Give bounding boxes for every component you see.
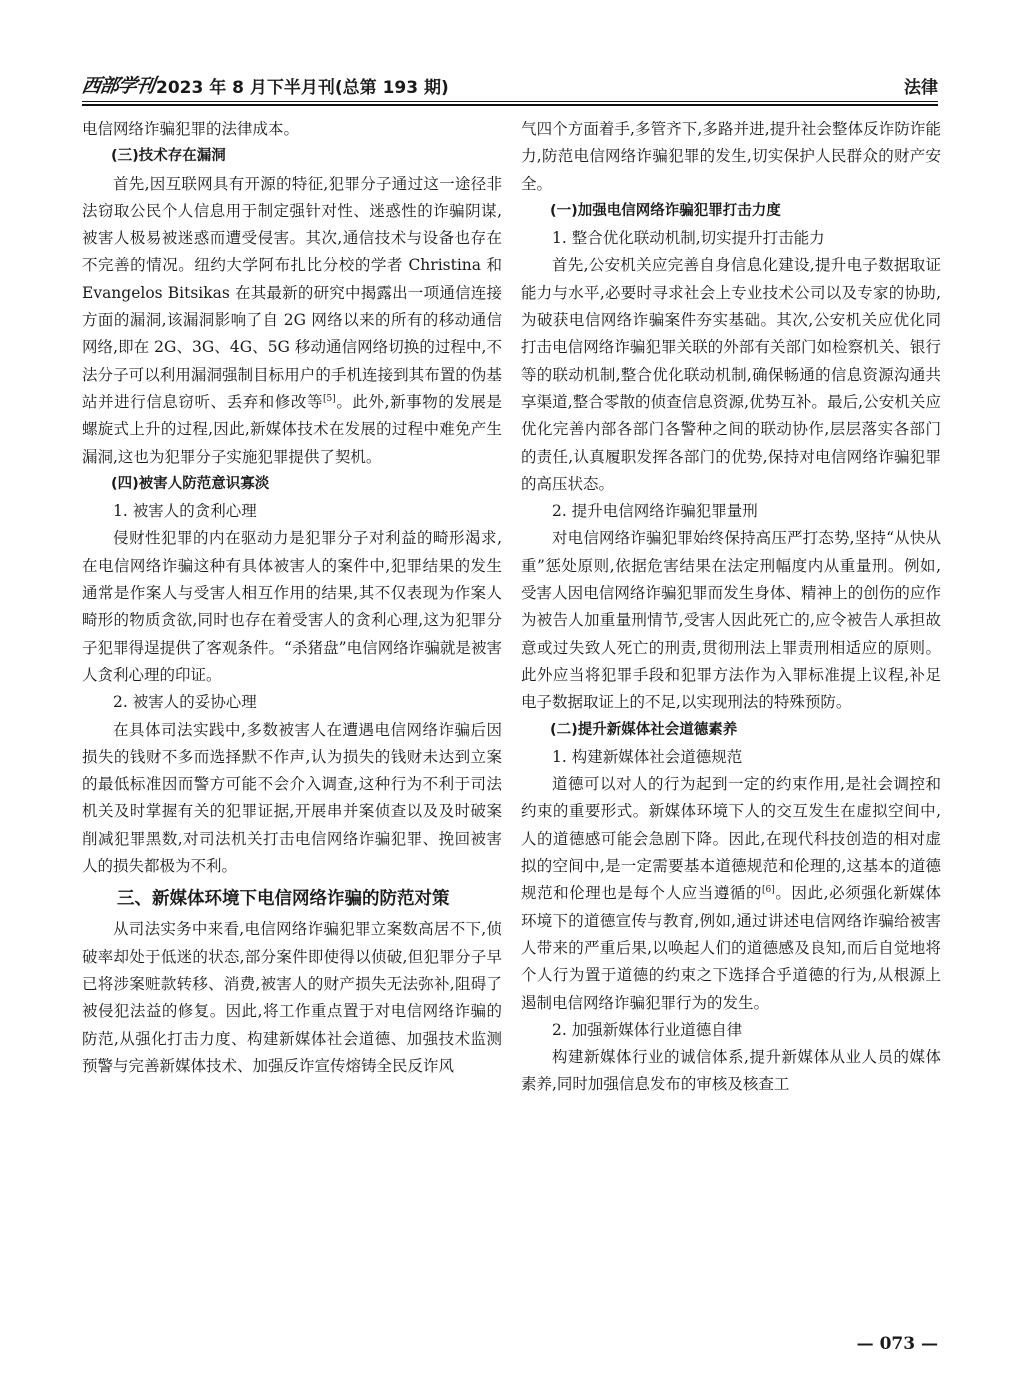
subsection-heading (82, 471, 502, 498)
body-paragraph (82, 171, 502, 471)
subsection-heading (521, 198, 941, 225)
paragraph-text: 。因此,必须强化新媒体环境下的道德宣传与教育,例如,通过讲述电信网络诈骗给被害人带来的严重后果,以唤起人们的道德感及良知,而后自觉地将个人行为置于道德的约束之下选择合乎道德的行为,从根源上遏制电信网络诈骗犯罪行为的发生。 (521, 884, 941, 1012)
citation-marker: [5] (323, 393, 336, 404)
journal-logo: 西部学刊 (80, 75, 156, 97)
page-number: — 073 — (856, 1334, 938, 1354)
paragraph-text: 1. 构建新媒体社会道德规范 (552, 747, 743, 766)
paragraph-text: 2. 加强新媒体行业道德自律 (552, 1020, 743, 1039)
citation-marker: [6] (762, 885, 775, 896)
paragraph-text: 气四个方面着手,多管齐下,多路并进,提升社会整体反诈防诈能力,防范电信网络诈骗犯罪的发生,切实保护人民群众的财产安全。 (521, 120, 941, 193)
paragraph-text: 1. 整合优化联动机制,切实提升打击能力 (552, 229, 825, 248)
numbered-heading (521, 498, 941, 525)
paragraph-text: 道德可以对人的行为起到一定的约束作用,是社会调控和约束的重要形式。新媒体环境下人的交互发生在虚拟空间中,人的道德感可能会急剧下降。因此,在现代科技创造的相对虚拟的空间中,是一定需要基本道德规范和伦理的,这基本的道德规范和伦理也是每个人应当遵循的 (521, 775, 941, 903)
header-left (82, 71, 449, 98)
body-paragraph (521, 116, 941, 198)
paragraph-text: 侵财性犯罪的内在驱动力是犯罪分子对利益的畸形渴求,在电信网络诈骗这种有具体被害人的案件中,犯罪结果的发生通常是作案人与受害人相互作用的结果,其不仅表现为作案人畸形的物质贪欲,同时也存在着受害人的贪利心理,这为犯罪分子犯罪得逞提供了客观条件。“杀猪盘”电信网络诈骗就是被害人贪利心理的印证。 (82, 529, 502, 684)
body-paragraph (82, 525, 502, 689)
body-paragraph (521, 252, 941, 498)
issue-info: 2023 年 8 月下半月刊(总第 193 期) (156, 78, 449, 98)
subsection-heading (82, 143, 502, 170)
subsection-heading (521, 717, 941, 744)
numbered-heading (521, 225, 941, 252)
paragraph-text: (一)加强电信网络诈骗犯罪打击力度 (550, 202, 781, 219)
numbered-heading (521, 744, 941, 771)
paragraph-text: 。此外,新事物的发展是螺旋式上升的过程,因此,新媒体技术在发展的过程中难免产生漏洞,这也为犯罪分子实施犯罪提供了契机。 (82, 392, 502, 466)
paragraph-text: 首先,公安机关应完善自身信息化建设,提升电子数据取证能力与水平,必要时寻求社会上专业技术公司以及专家的协助,为破获电信网络诈骗案件夯实基础。其次,公安机关应优化同打击电信网络诈骗犯罪关联的外部有关部门如检察机关、银行等的联动机制,整合优化联动机制,确保畅通的信息资源沟通共享渠道,整合零散的侦查信息资源,优势互补。最后,公安机关应优化完善内部各部门各警种之间的联动协作,层层落实各部门的责任,认真履职发挥各部门的优势,保持对电信网络诈骗犯罪的高压状态。 (521, 256, 941, 493)
section-heading (82, 884, 502, 914)
right-column (521, 116, 941, 1099)
paragraph-text: 首先,因互联网具有开源的特征,犯罪分子通过这一途径非法窃取公民个人信息用于制定强针对性、迷惑性的诈骗阴谋,被害人极易被迷惑而遭受侵害。其次,通信技术与设备也存在不完善的情况。纽约大学阿布扎比分校的学者 Christina 和 Evangelos Bitsikas 在其最新的研究中揭露出一项通信连接方面的漏洞,该漏洞影响了自 2G 网络以来的所有的移动通信网络,即在 2G、3G、4G、5G 移动通信网络切换的过程中,不法分子可以利用漏洞强制目标用户的手机连接到其布置的伪基站并进行信息窃听、丢弃和修改等 (82, 174, 502, 411)
section-label: 法律 (904, 78, 938, 98)
paragraph-text: (三)技术存在漏洞 (111, 148, 226, 165)
paragraph-text: 三、新媒体环境下电信网络诈骗的防范对策 (117, 889, 450, 910)
numbered-heading (82, 498, 502, 525)
header-rule-thin (82, 101, 938, 102)
paragraph-text: 2. 提升电信网络诈骗犯罪量刑 (552, 502, 758, 521)
header-rule-thick (82, 104, 938, 106)
paragraph-text: 构建新媒体行业的诚信体系,提升新媒体从业人员的媒体素养,同时加强信息发布的审核及核查工 (521, 1048, 941, 1094)
paragraph-text: 在具体司法实践中,多数被害人在遭遇电信网络诈骗后因损失的钱财不多而选择默不作声,认为损失的钱财未达到立案的最低标准因而警方可能不会介入调查,这种行为不利于司法机关及时掌握有关的犯罪证据,开展串并案侦查以及及时破案削减犯罪黑数,对司法机关打击电信网络诈骗犯罪、挽回被害人的损失都极为不利。 (82, 720, 502, 876)
body-paragraph (82, 717, 502, 881)
body-paragraph (521, 771, 941, 1017)
paragraph-text: 对电信网络诈骗犯罪始终保持高压严打态势,坚持“从快从重”惩处原则,依据危害结果在法定刑幅度内从重量刑。例如,受害人因电信网络诈骗犯罪而发生身体、精神上的创伤的应作为被告人加重量刑情节,受害人因此死亡的,应令被告人承担故意或过失致人死亡的刑责,贯彻刑法上罪责刑相适应的原则。此外应当将犯罪手段和犯罪方法作为入罪标准提上议程,补足电子数据取证上的不足,以实现刑法的特殊预防。 (521, 529, 941, 712)
body-paragraph (82, 916, 502, 1080)
paragraph-text: 电信网络诈骗犯罪的法律成本。 (82, 120, 300, 138)
paragraph-text: 2. 被害人的妥协心理 (113, 693, 257, 712)
left-column (82, 116, 502, 1080)
body-paragraph (82, 116, 502, 143)
paragraph-text: (四)被害人防范意识寡淡 (111, 475, 270, 492)
paragraph-text: 从司法实务中来看,电信网络诈骗犯罪立案数高居不下,侦破率却处于低迷的状态,部分案件即使得以侦破,但犯罪分子早已将涉案赃款转移、消费,被害人的财产损失无法弥补,阻碍了被侵犯法益的修复。因此,将工作重点置于对电信网络诈骗的防范,从强化打击力度、构建新媒体社会道德、加强技术监测预警与完善新媒体技术、加强反诈宣传熔铸全民反诈风 (82, 920, 502, 1075)
body-paragraph (521, 525, 941, 716)
numbered-heading (521, 1017, 941, 1044)
numbered-heading (82, 689, 502, 716)
paragraph-text: 1. 被害人的贪利心理 (113, 502, 257, 521)
paragraph-text: (二)提升新媒体社会道德素养 (550, 721, 738, 738)
running-header (82, 70, 938, 98)
body-paragraph (521, 1044, 941, 1099)
